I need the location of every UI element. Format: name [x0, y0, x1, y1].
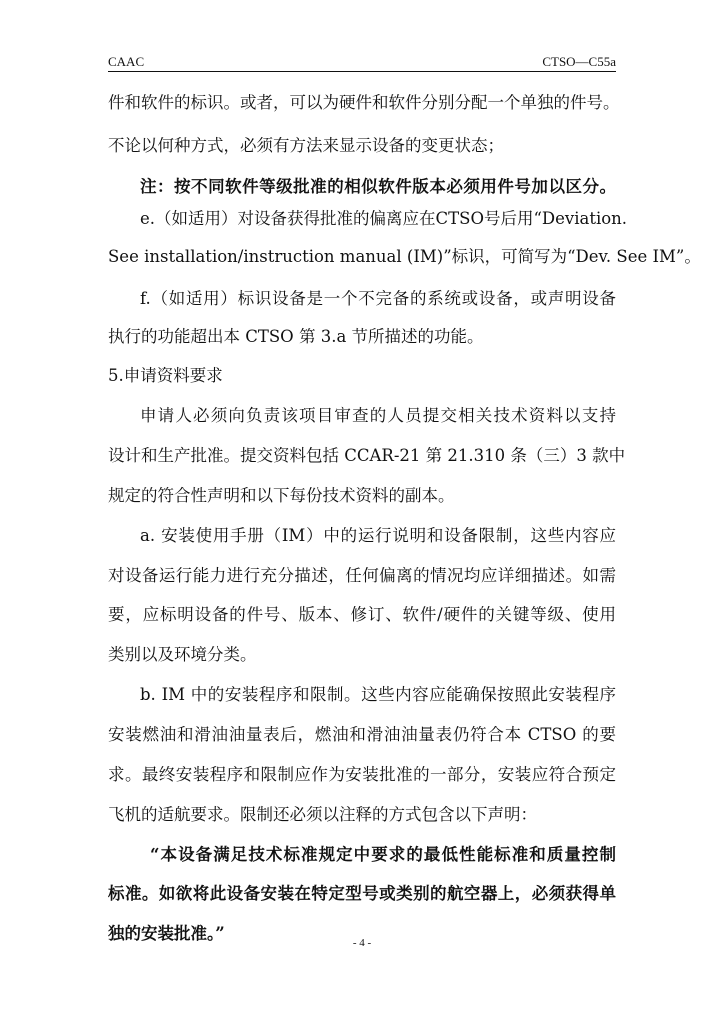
header-organization: CAAC — [108, 54, 145, 69]
text-line: 对设备运行能力进行充分描述，任何偏离的情况均应详细描述。如需 — [108, 566, 616, 585]
text-line: 安装燃油和滑油油量表后，燃油和滑油油量表仍符合本 CTSO 的要 — [108, 725, 616, 744]
text-line: 规定的符合性声明和以下每份技术资料的副本。 — [108, 486, 455, 505]
text-line: e.（如适用）对设备获得批准的偏离应在CTSO号后用“Deviation. — [140, 209, 628, 228]
text-line: a. 安装使用手册（IM）中的运行说明和设备限制，这些内容应 — [140, 526, 616, 545]
text-line: 飞机的适航要求。限制还必须以注释的方式包含以下声明： — [108, 805, 537, 824]
section-heading: 5.申请资料要求 — [108, 366, 223, 385]
text-line: 设计和生产批准。提交资料包括 CCAR-21 第 21.310 条（三）3 款中 — [108, 446, 626, 465]
text-line: 不论以何种方式，必须有方法来显示设备的变更状态； — [108, 136, 504, 155]
note-line: 注：按不同软件等级批准的相似软件版本必须用件号加以区分。 — [140, 177, 616, 196]
text-line: 执行的功能超出本 CTSO 第 3.a 节所描述的功能。 — [108, 327, 484, 346]
page-number: - 4 - — [352, 937, 372, 949]
text-line: b. IM 中的安装程序和限制。这些内容应能确保按照此安装程序 — [140, 685, 616, 704]
header-document-number: CTSO—C55a — [542, 54, 616, 69]
quote-line: 标准。如欲将此设备安装在特定型号或类别的航空器上，必须获得单 — [108, 884, 616, 903]
text-line: 求。最终安装程序和限制应作为安装批准的一部分，安装应符合预定 — [108, 765, 616, 784]
text-line: f.（如适用）标识设备是一个不完备的系统或设备，或声明设备 — [140, 289, 616, 308]
text-line: 件和软件的标识。或者，可以为硬件和软件分别分配一个单独的件号。 — [108, 93, 620, 112]
text-line: 类别以及环境分类。 — [108, 645, 257, 664]
quote-line: 独的安装批准。” — [108, 924, 225, 943]
text-line: See installation/instruction manual (IM)”标识，可简写为“Dev. See IM”。 — [108, 247, 701, 266]
text-line: 要，应标明设备的件号、版本、修订、软件/硬件的关键等级、使用 — [108, 605, 616, 624]
header-rule — [108, 71, 616, 72]
text-line: 申请人必须向负责该项目审查的人员提交相关技术资料以支持 — [140, 406, 616, 425]
quote-line: “本设备满足技术标准规定中要求的最低性能标准和质量控制 — [150, 845, 616, 864]
